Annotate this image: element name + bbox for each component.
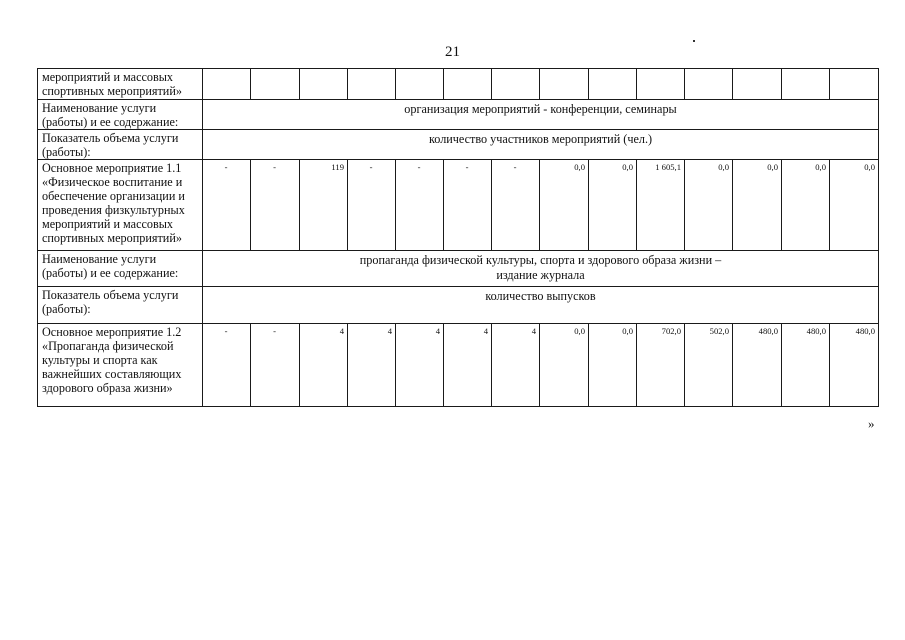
table-cell: 119 xyxy=(300,160,348,251)
page-number: 21 xyxy=(445,44,460,60)
table-row xyxy=(38,130,879,160)
table-cell: 4 xyxy=(348,324,396,407)
table-cell: 702,0 xyxy=(637,324,685,407)
table-cell xyxy=(733,69,782,100)
table-row xyxy=(38,324,879,407)
table-cell: 0,0 xyxy=(830,160,879,251)
scan-speck xyxy=(693,40,695,42)
table-cell: 0,0 xyxy=(733,160,782,251)
table-cell: 480,0 xyxy=(830,324,879,407)
table-cell xyxy=(251,69,300,100)
table-cell xyxy=(348,69,396,100)
table-cell: - xyxy=(203,324,251,407)
table-cell: - xyxy=(396,160,444,251)
table-cell xyxy=(589,69,637,100)
row-label: Основное мероприятие 1.1 «Физическое воспитание и обеспечение организации и проведения физкультурных мероприятий и массовых спортивных мероприятий» xyxy=(38,160,203,251)
table-cell xyxy=(637,69,685,100)
table-cell: 480,0 xyxy=(733,324,782,407)
service-description-line: пропаганда физической культуры, спорта и здорового образа жизни – xyxy=(359,253,722,267)
row-label: Показатель объема услуги (работы): xyxy=(38,130,203,160)
service-description-line: организация мероприятий - конференции, семинары xyxy=(404,102,677,116)
table-cell: - xyxy=(492,160,540,251)
closing-quote: » xyxy=(868,416,875,431)
table-cell: 480,0 xyxy=(782,324,830,407)
table-cell xyxy=(203,69,251,100)
service-description-line: количество участников мероприятий (чел.) xyxy=(428,132,653,146)
table-row xyxy=(38,251,879,287)
table-cell: 4 xyxy=(396,324,444,407)
table-row xyxy=(38,160,879,251)
table-cell: 502,0 xyxy=(685,324,733,407)
table-cell: 0,0 xyxy=(540,160,589,251)
table-cell: - xyxy=(251,324,300,407)
row-label: Наименование услуги (работы) и ее содержание: xyxy=(38,100,203,130)
service-description-cell xyxy=(203,100,879,130)
service-description-cell xyxy=(203,287,879,324)
program-table xyxy=(37,68,879,407)
table-cell xyxy=(685,69,733,100)
row-label: Наименование услуги (работы) и ее содержание: xyxy=(38,251,203,287)
table-cell xyxy=(830,69,879,100)
table-row xyxy=(38,100,879,130)
table-cell: 4 xyxy=(492,324,540,407)
row-label: мероприятий и массовых спортивных мероприятий» xyxy=(38,69,203,100)
table-cell xyxy=(782,69,830,100)
service-description-line: издание журнала xyxy=(496,268,585,282)
table-cell: - xyxy=(251,160,300,251)
table-row xyxy=(38,287,879,324)
table-cell xyxy=(540,69,589,100)
table-cell: 0,0 xyxy=(589,160,637,251)
row-label: Показатель объема услуги (работы): xyxy=(38,287,203,324)
table-cell: 0,0 xyxy=(782,160,830,251)
table-cell xyxy=(300,69,348,100)
table-cell xyxy=(492,69,540,100)
table-cell: 0,0 xyxy=(589,324,637,407)
table-cell xyxy=(444,69,492,100)
row-label: Основное мероприятие 1.2 «Пропаганда физической культуры и спорта как важнейших составляющих здорового образа жизни» xyxy=(38,324,203,407)
table-cell: 4 xyxy=(444,324,492,407)
table-cell xyxy=(396,69,444,100)
table-cell: - xyxy=(203,160,251,251)
table-row xyxy=(38,69,879,100)
table-cell: 1 605,1 xyxy=(637,160,685,251)
table-cell: - xyxy=(444,160,492,251)
table-cell: 4 xyxy=(300,324,348,407)
service-description-cell xyxy=(203,130,879,160)
service-description-cell xyxy=(203,251,879,287)
table-cell: 0,0 xyxy=(685,160,733,251)
service-description-line: количество выпусков xyxy=(485,289,596,303)
table-cell: 0,0 xyxy=(540,324,589,407)
table-cell: - xyxy=(348,160,396,251)
